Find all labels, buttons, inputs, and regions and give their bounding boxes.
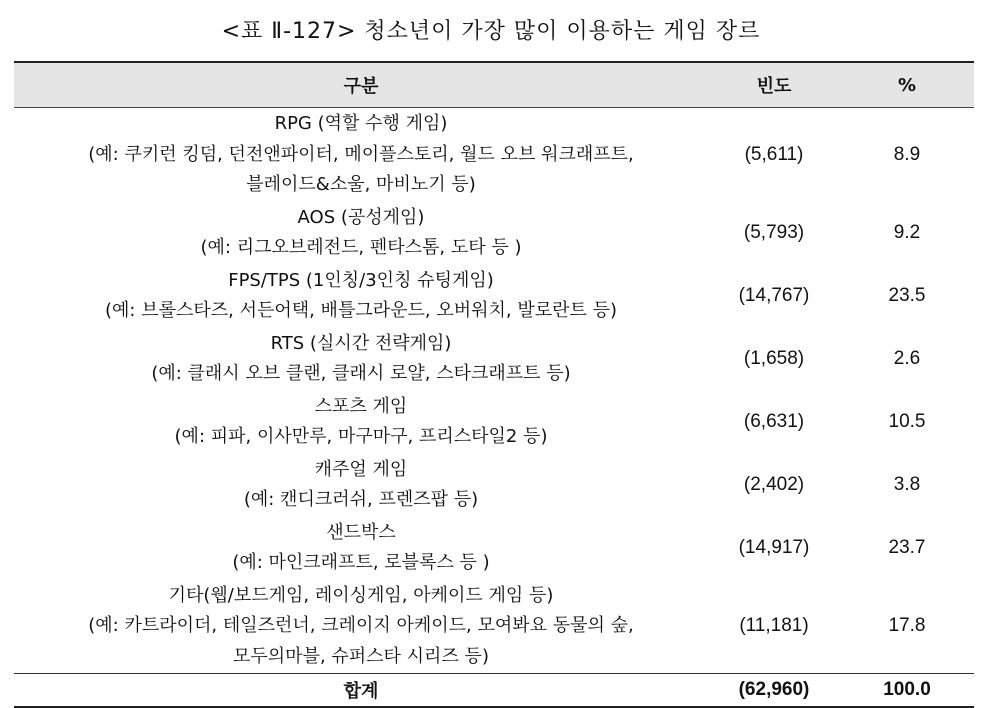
- genre-cell: [14, 454, 708, 517]
- genre-cell: [14, 517, 708, 580]
- genre-cell: [14, 202, 708, 265]
- frequency-cell: (1,658): [743, 348, 805, 369]
- genre-cell: [14, 328, 708, 391]
- genre-name: RPG (역할 수행 게임): [274, 113, 448, 134]
- percent-cell: 23.7: [888, 537, 926, 558]
- total-row: [14, 674, 974, 708]
- percent-cell: 3.8: [893, 474, 921, 495]
- genre-examples: (예: 쿠키런 킹덤, 던전앤파이터, 메이플스토리, 월드 오브 워크래프트,: [88, 143, 634, 165]
- total-frequency: (62,960): [708, 674, 840, 708]
- table-row: [14, 517, 974, 580]
- genre-cell: [14, 391, 708, 454]
- genre-name: FPS/TPS (1인칭/3인칭 슈팅게임): [228, 269, 494, 291]
- header-percent: %: [840, 62, 974, 108]
- percent-cell: 23.5: [888, 285, 926, 306]
- percent-cell: 10.5: [888, 411, 926, 432]
- frequency-cell: (6,631): [743, 411, 805, 432]
- frequency-cell: (2,402): [743, 474, 805, 495]
- genre-cell: [14, 265, 708, 328]
- genre-name: 샌드박스: [326, 521, 396, 543]
- table-row: [14, 108, 974, 202]
- genre-cell: [14, 580, 708, 674]
- genre-examples: 블레이드&소울, 마비노기 등): [246, 174, 476, 195]
- frequency-cell: (11,181): [739, 615, 809, 637]
- table-row: [14, 265, 974, 328]
- genre-examples: (예: 카트라이더, 테일즈런너, 크레이지 아케이드, 모여봐요 동물의 숲,: [88, 615, 634, 636]
- genre-examples: (예: 클래시 오브 클랜, 클래시 로얄, 스타크래프트 등): [151, 363, 571, 384]
- percent-cell: 2.6: [893, 348, 921, 369]
- genre-examples: 모두의마블, 슈퍼스타 시리즈 등): [233, 645, 489, 667]
- genre-examples: (예: 피파, 이사만루, 마구마구, 프리스타일2 등): [174, 426, 548, 447]
- genre-name: AOS (공성게임): [297, 206, 425, 228]
- genre-examples: (예: 리그오브레전드, 펜타스톰, 도타 등 ): [200, 237, 522, 258]
- table-row: [14, 580, 974, 674]
- table-title: <표 Ⅱ-127> 청소년이 가장 많이 이용하는 게임 장르: [221, 19, 761, 44]
- header-genre: 구분: [14, 62, 708, 108]
- genre-examples: (예: 마인크래프트, 로블록스 등 ): [232, 552, 490, 573]
- frequency-cell: (5,611): [744, 143, 804, 165]
- header-frequency: 빈도: [708, 62, 840, 108]
- percent-cell: 9.2: [893, 222, 921, 243]
- total-label: 합계: [14, 674, 708, 708]
- frequency-cell: (14,917): [738, 537, 810, 558]
- genre-cell: [14, 108, 708, 202]
- table-row: [14, 391, 974, 454]
- total-percent: 100.0: [840, 674, 974, 708]
- genre-examples: (예: 캔디크러쉬, 프렌즈팝 등): [243, 489, 479, 510]
- genre-name: 스포츠 게임: [314, 395, 408, 417]
- genre-name: 캐주얼 게임: [314, 458, 408, 480]
- genre-name: 기타(웹/보드게임, 레이싱게임, 아케이드 게임 등): [168, 584, 554, 606]
- table-row: [14, 328, 974, 391]
- frequency-cell: (14,767): [738, 285, 810, 306]
- game-genre-table: [14, 61, 974, 708]
- header-row: [14, 62, 974, 108]
- genre-examples: (예: 브롤스타즈, 서든어택, 배틀그라운드, 오버워치, 발로란트 등): [104, 300, 618, 321]
- table-row: [14, 202, 974, 265]
- frequency-cell: (5,793): [743, 222, 805, 243]
- genre-name: RTS (실시간 전략게임): [270, 332, 452, 354]
- percent-cell: 17.8: [888, 615, 926, 637]
- percent-cell: 8.9: [893, 143, 921, 165]
- table-row: [14, 454, 974, 517]
